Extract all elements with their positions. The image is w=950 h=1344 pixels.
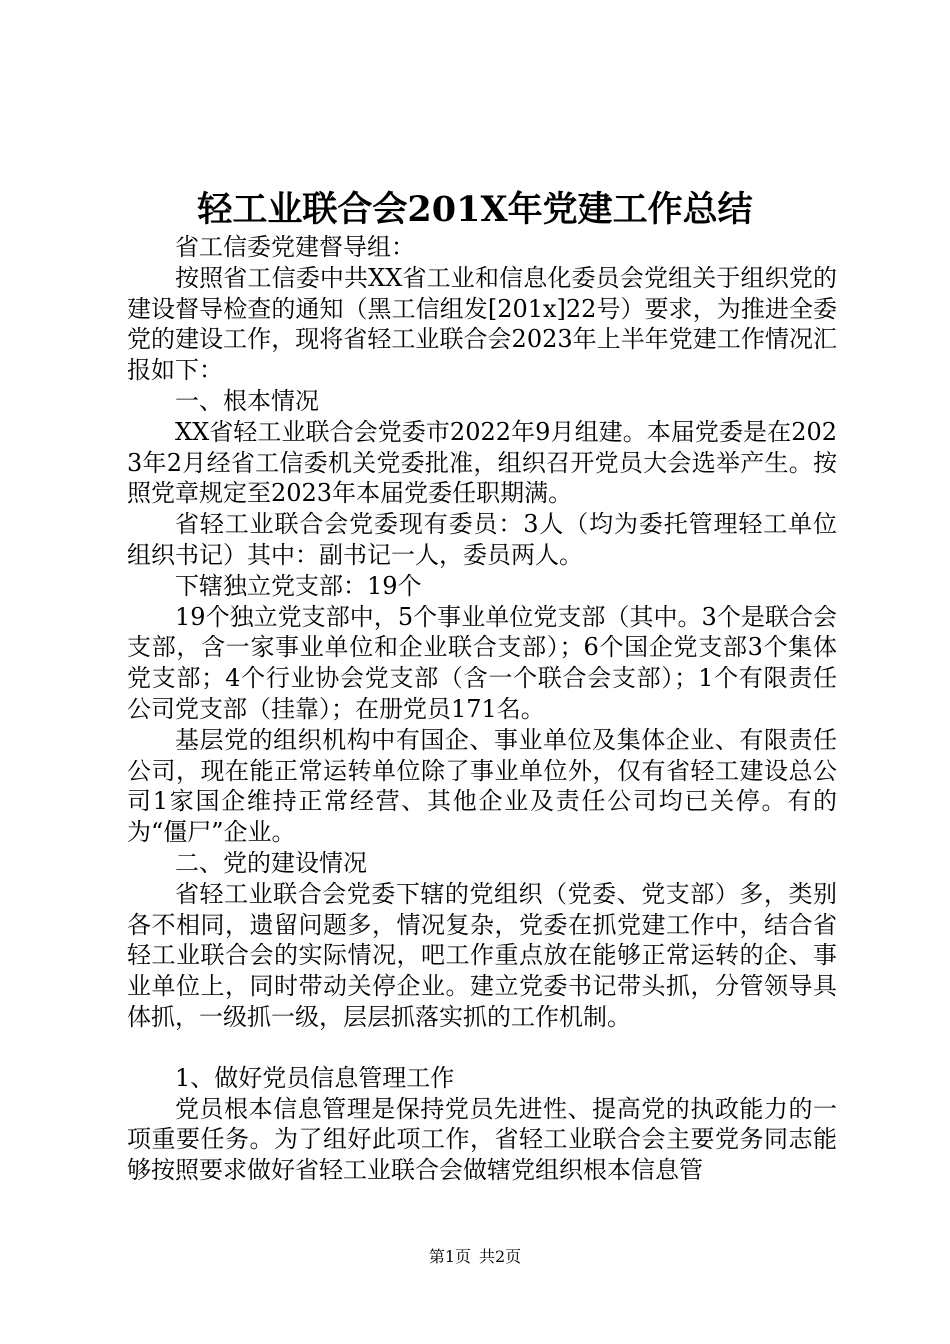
document-body (127, 232, 837, 1186)
body-paragraph: 省轻工业联合会党委现有委员：3人（均为委托管理轻工单位组织书记）其中：副书记一人，委员两人。 (127, 510, 837, 569)
body-paragraph: 19个独立党支部中，5个事业单位党支部（其中。3个是联合会支部，含一家事业单位和企业联合支部）；6个国企党支部3个集体党支部；4个行业协会党支部（含一个联合会支部）；1个有限责任公司党支部（挂靠）；在册党员171名。 (127, 602, 837, 723)
body-paragraph: 省轻工业联合会党委下辖的党组织（党委、党支部）多，类别各不相同，遗留问题多，情况复杂，党委在抓党建工作中，结合省轻工业联合会的实际情况，吧工作重点放在能够正常运转的企、事业单位上，同时带动关停企业。建立党委书记带头抓，分管领导具体抓，一级抓一级，层层抓落实抓的工作机制。 (127, 879, 837, 1031)
document-title: 轻工业联合会201X年党建工作总结 (197, 189, 753, 230)
salutation-paragraph: 省工信委党建督导组： (175, 233, 415, 261)
section-heading-basic: 一、根本情况 (175, 386, 319, 415)
page-total: 共2页 (479, 1247, 522, 1266)
page-footer (0, 1246, 950, 1268)
body-paragraph: XX省轻工业联合会党委市2022年9月组建。本届党委是在2023年2月经省工信委机关党委批准，组织召开党员大会选举产生。按照党章规定至2023年本届党委任职期满。 (127, 417, 837, 508)
body-paragraph: 党员根本信息管理是保持党员先进性、提高党的执政能力的一项重要任务。为了组好此项工作，省轻工业联合会主要党务同志能够按照要求做好省轻工业联合会做辖党组织根本信息管 (127, 1094, 837, 1185)
body-paragraph: 基层党的组织机构中有国企、事业单位及集体企业、有限责任公司，现在能正常运转单位除了事业单位外，仅有省轻工建设总公司1家国企维持正常经营、其他企业及责任公司均已关停。有的为“僵尸”企业。 (127, 725, 837, 847)
intro-paragraph: 按照省工信委中共XX省工业和信息化委员会党组关于组织党的建设督导检查的通知（黑工信组发[201x]22号）要求，为推进全委党的建设工作，现将省轻工业联合会2023年上半年党建工作情况汇报如下： (127, 263, 837, 385)
section-heading-party-building: 二、党的建设情况 (175, 848, 367, 877)
page-number: 第1页 (428, 1247, 471, 1266)
body-paragraph: 下辖独立党支部：19个 (175, 571, 422, 600)
subsection-heading: 1、做好党员信息管理工作 (175, 1063, 455, 1092)
